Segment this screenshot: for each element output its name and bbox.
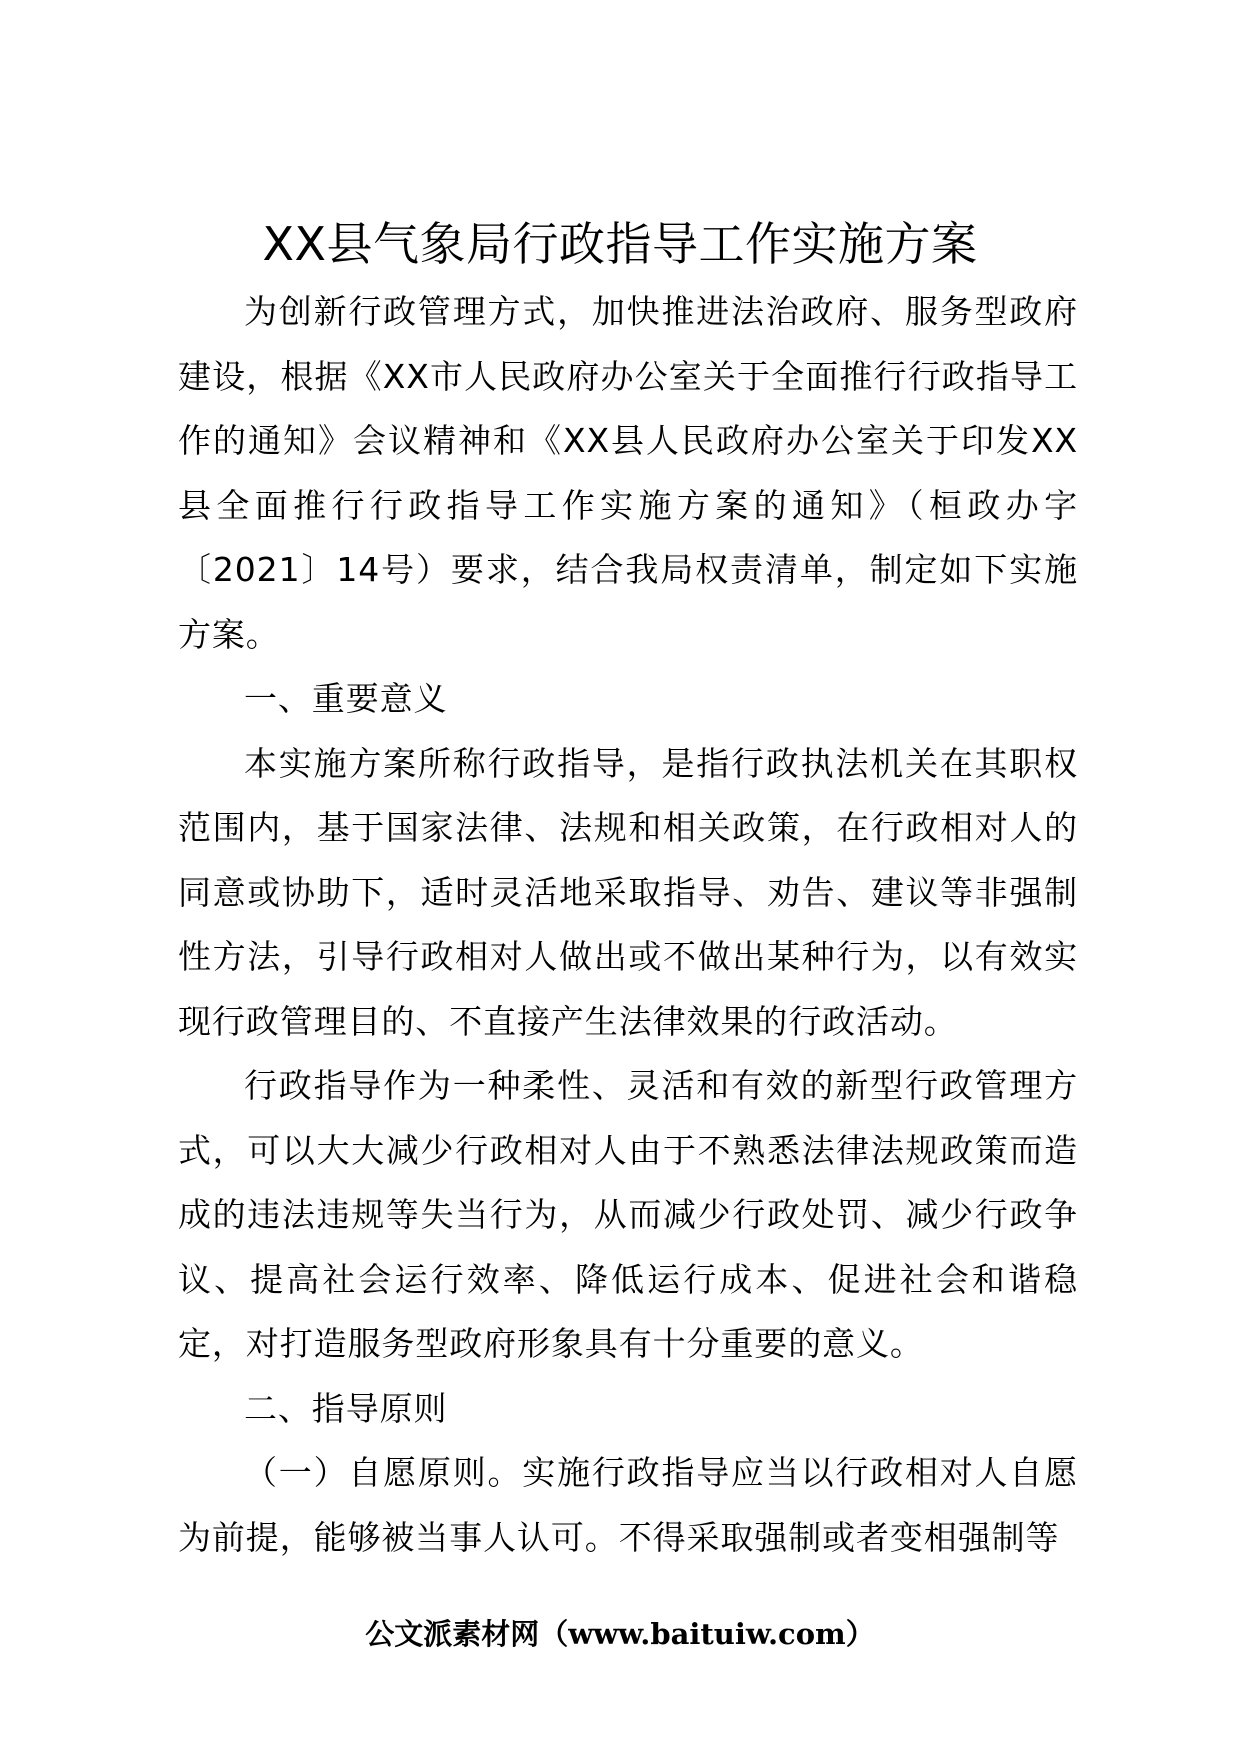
significance-paragraph-1: 本实施方案所称行政指导，是指行政执法机关在其职权范围内，基于国家法律、法规和相关政策，在行政相对人的同意或协助下，适时灵活地采取指导、劝告、建议等非强制性方法，引导行政相对人做出或不做出某种行为，以有效实现行政管理目的、不直接产生法律效果的行政活动。 [178, 743, 1078, 1041]
document-title: XX县气象局行政指导工作实施方案 [262, 217, 978, 271]
intro-paragraph: 为创新行政管理方式，加快推进法治政府、服务型政府建设，根据《XX市人民政府办公室关于全面推行行政指导工作的通知》会议精神和《XX县人民政府办公室关于印发XX县全面推行行政指导工作实施方案的通知》（桓政办字〔2021〕14号）要求，结合我局权责清单，制定如下实施方案。 [178, 292, 1078, 654]
document-body [178, 280, 1078, 1570]
significance-paragraph-2: 行政指导作为一种柔性、灵活和有效的新型行政管理方式，可以大大减少行政相对人由于不熟悉法律法规政策而造成的违法违规等失当行为，从而减少行政处罚、减少行政争议、提高社会运行效率、降低运行成本、促进社会和谐稳定，对打造服务型政府形象具有十分重要的意义。 [178, 1066, 1078, 1363]
section-heading-significance: 一、重要意义 [244, 679, 448, 718]
principle-voluntary-paragraph: （一）自愿原则。实施行政指导应当以行政相对人自愿为前提，能够被当事人认可。不得采取强制或者变相强制等 [178, 1453, 1078, 1557]
section-heading-principles: 二、指导原则 [244, 1388, 448, 1428]
footer-source-text: 公文派素材网（www.baituiw.com） [365, 1617, 875, 1651]
